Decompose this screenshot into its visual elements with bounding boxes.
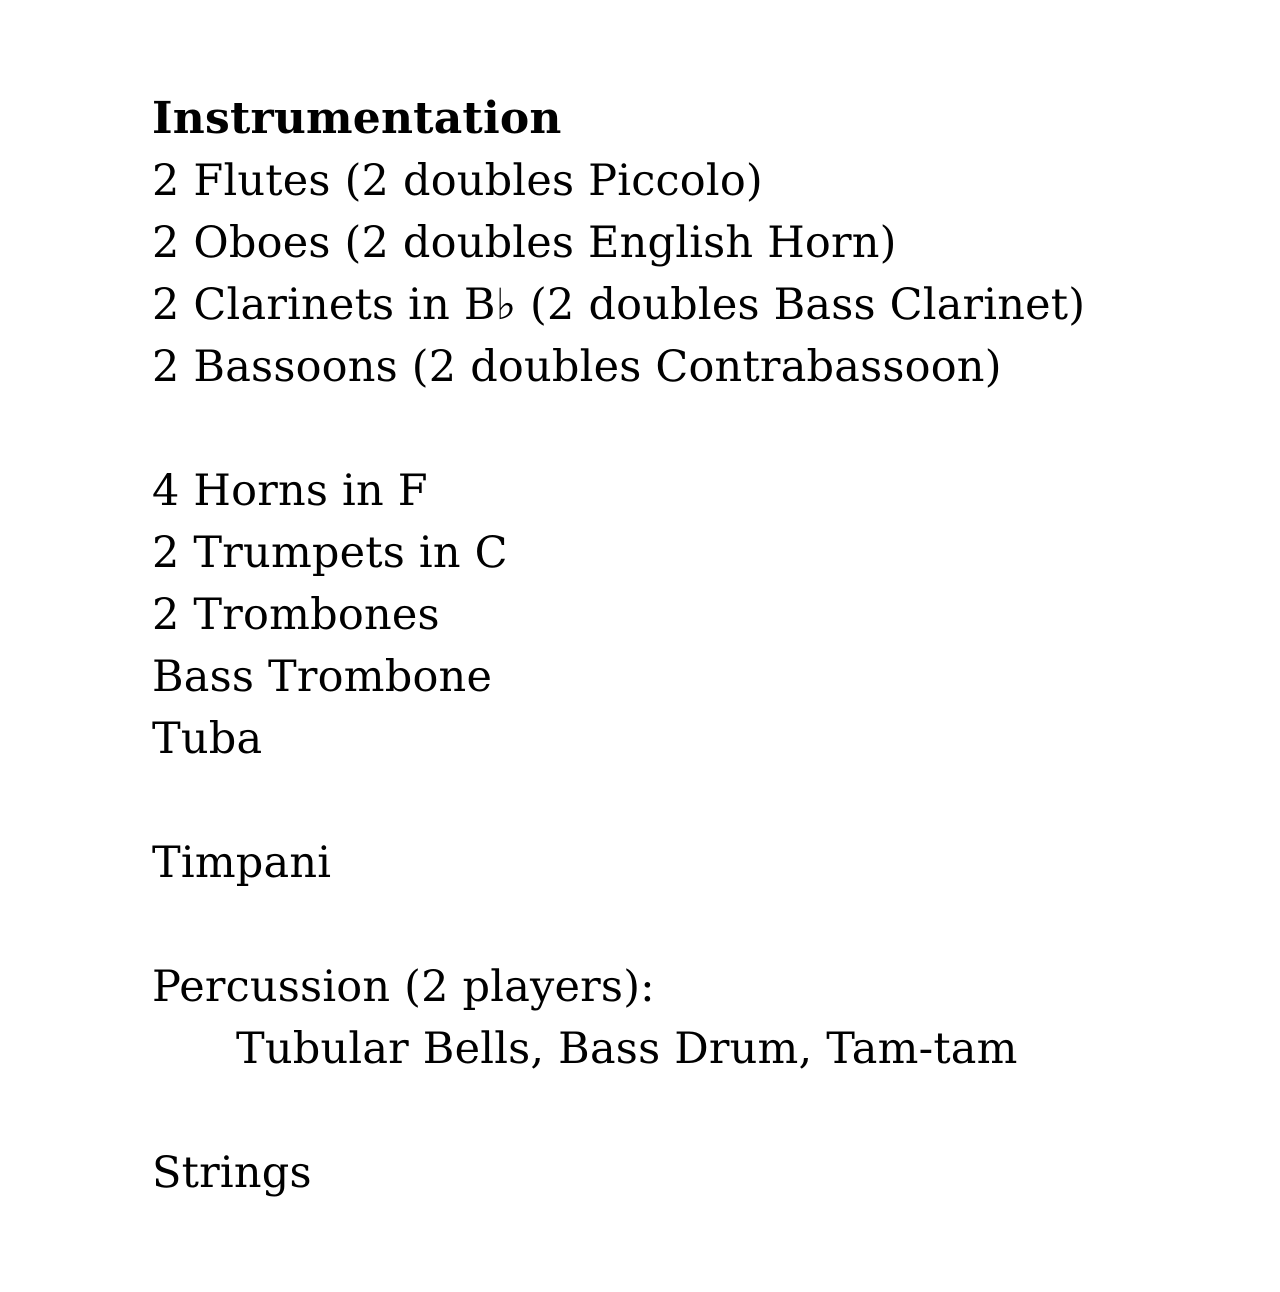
timpani-line: Timpani bbox=[152, 838, 332, 888]
woodwind-line-flutes: 2 Flutes (2 doubles Piccolo) bbox=[152, 156, 763, 206]
section-gap bbox=[152, 894, 1212, 956]
percussion-detail-line: Tubular Bells, Bass Drum, Tam-tam bbox=[236, 1024, 1018, 1074]
woodwind-line-bassoons: 2 Bassoons (2 doubles Contrabassoon) bbox=[152, 342, 1002, 392]
percussion-header-line: Percussion (2 players): bbox=[152, 962, 655, 1012]
brass-line-trombones: 2 Trombones bbox=[152, 590, 440, 640]
strings-line: Strings bbox=[152, 1148, 312, 1198]
page-title: Instrumentation bbox=[152, 93, 562, 144]
section-gap bbox=[152, 1080, 1212, 1142]
instrumentation-page bbox=[152, 88, 1212, 1204]
brass-line-tuba: Tuba bbox=[152, 714, 263, 764]
woodwind-line-clarinets: 2 Clarinets in B♭ (2 doubles Bass Clarinet) bbox=[152, 280, 1086, 330]
section-gap bbox=[152, 398, 1212, 460]
woodwind-line-oboes: 2 Oboes (2 doubles English Horn) bbox=[152, 218, 897, 268]
section-gap bbox=[152, 770, 1212, 832]
brass-line-bass-trombone: Bass Trombone bbox=[152, 652, 493, 702]
brass-line-horns: 4 Horns in F bbox=[152, 466, 428, 516]
brass-line-trumpets: 2 Trumpets in C bbox=[152, 528, 508, 578]
